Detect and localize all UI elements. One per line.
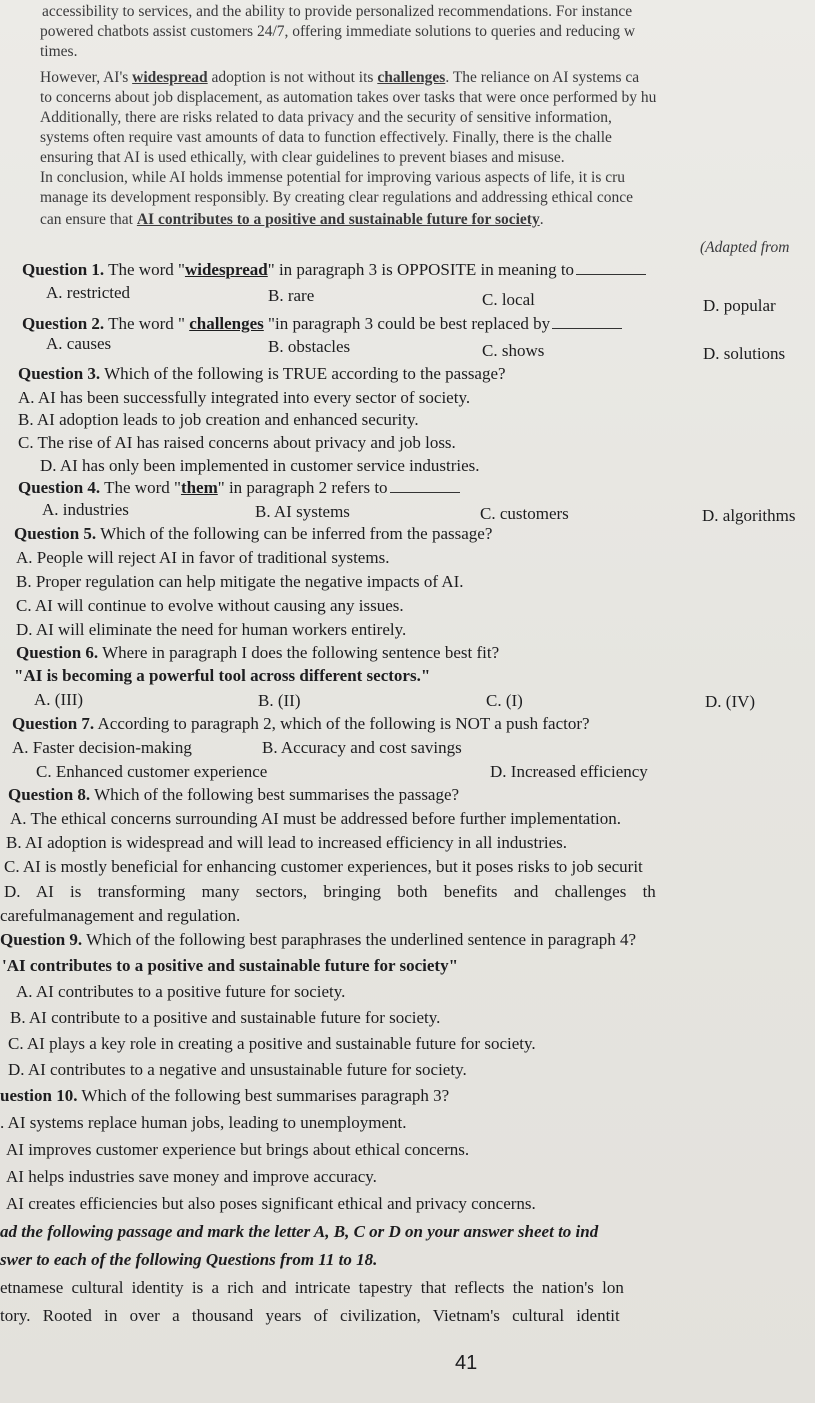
question-text: Which of the following best summarises paragraph 3? [77, 1086, 450, 1105]
option-a: A. industries [42, 500, 129, 519]
question-word: widespread [184, 260, 268, 279]
section-instructions: ad the following passage and mark the letter A, B, C or D on your answer sheet to ind [0, 1222, 599, 1241]
underlined-word: challenges [377, 69, 446, 86]
question-text: " in paragraph 3 is OPPOSITE in meaning to [267, 260, 575, 279]
option-d: D. (IV) [705, 692, 756, 711]
option-d: D. AI contributes to a negative and unsustainable future for society. [8, 1060, 467, 1079]
passage-line: times. [40, 43, 78, 60]
option-d: D. AI has only been implemented in customer service industries. [40, 456, 480, 475]
option-d: D. Increased efficiency [490, 762, 648, 781]
passage-text: . The reliance on AI systems ca [445, 69, 640, 86]
question-number: uestion 10. [0, 1086, 78, 1105]
passage-line: to concerns about job displacement, as automation takes over tasks that were once performed by hu [40, 89, 657, 106]
next-passage-line: etnamese cultural identity is a rich and intricate tapestry that reflects the nation's lon [0, 1278, 624, 1297]
option-c: C. (I) [486, 691, 523, 710]
section-instructions: swer to each of the following Questions from 11 to 18. [0, 1250, 378, 1269]
option-b: B. obstacles [268, 337, 351, 356]
source-note: (Adapted from [700, 239, 790, 256]
option-d: AI creates efficiencies but also poses significant ethical and privacy concerns. [6, 1194, 536, 1213]
passage-line: powered chatbots assist customers 24/7, offering immediate solutions to queries and reducing w [40, 23, 636, 40]
question-word: them [180, 478, 218, 497]
passage-line: manage its development responsibly. By creating clear regulations and addressing ethical conce [40, 189, 633, 206]
question-text: The word " [100, 478, 181, 497]
option-a: A. AI has been successfully integrated into every sector of society. [18, 388, 471, 407]
option-a: A. restricted [46, 283, 131, 302]
passage-line: accessibility to services, and the ability to provide personalized recommendations. For instance [42, 3, 633, 20]
option-d: D. AI is transforming many sectors, bringing both benefits and challenges th [4, 882, 656, 901]
question-text: Where in paragraph I does the following sentence best fit? [98, 643, 500, 662]
question-text: The word " [104, 260, 185, 279]
question-quote: 'AI contributes to a positive and sustainable future for society" [2, 956, 459, 975]
option-d: D. AI will eliminate the need for human workers entirely. [16, 620, 407, 639]
option-b: B. AI adoption leads to job creation and enhanced security. [18, 410, 419, 429]
option-b: B. Proper regulation can help mitigate the negative impacts of AI. [16, 572, 464, 591]
option-b: B. rare [268, 286, 315, 305]
option-b: B. AI contribute to a positive and sustainable future for society. [10, 1008, 441, 1027]
option-b: B. (II) [258, 691, 301, 710]
passage-text: can ensure that [40, 211, 137, 228]
question-10 [0, 1086, 449, 1106]
option-a: A. (III) [34, 690, 84, 709]
question-text: Which of the following can be inferred from the passage? [96, 524, 493, 543]
passage-line: systems often require vast amounts of data to function effectively. Finally, there is the challe [40, 129, 612, 146]
question-7 [12, 714, 590, 734]
question-text: Which of the following best summarises the passage? [90, 785, 460, 804]
question-1 [22, 260, 646, 280]
answer-blank [390, 478, 460, 493]
question-text: The word " [104, 314, 190, 333]
question-text: According to paragraph 2, which of the following is NOT a push factor? [94, 714, 590, 733]
question-text: " in paragraph 2 refers to [217, 478, 388, 497]
question-8 [8, 785, 459, 805]
question-word: challenges [189, 314, 264, 333]
option-c: C. customers [480, 504, 569, 523]
underlined-sentence: AI contributes to a positive and sustainable future for society [136, 211, 540, 228]
question-2 [22, 314, 622, 334]
question-number: Question 5. [14, 524, 97, 543]
option-c: C. AI plays a key role in creating a positive and sustainable future for society. [8, 1034, 536, 1053]
option-c: AI helps industries save money and improve accuracy. [6, 1167, 377, 1186]
next-passage-line: tory. Rooted in over a thousand years of civilization, Vietnam's cultural identit [0, 1306, 620, 1325]
question-number: Question 8. [8, 785, 91, 804]
question-4 [18, 478, 460, 498]
question-text: "in paragraph 3 could be best replaced by [263, 314, 551, 333]
question-6 [16, 643, 499, 663]
passage-line [40, 210, 544, 230]
question-number: Question 7. [12, 714, 95, 733]
option-c: C. AI will continue to evolve without causing any issues. [16, 596, 404, 615]
question-5 [14, 524, 492, 544]
underlined-word: widespread [132, 69, 208, 86]
option-c: C. Enhanced customer experience [36, 762, 268, 781]
question-number: Question 4. [18, 478, 101, 497]
option-b: B. Accuracy and cost savings [262, 738, 462, 757]
passage-line: ensuring that AI is used ethically, with clear guidelines to prevent biases and misuse. [40, 149, 565, 166]
question-9 [0, 930, 636, 950]
option-a: . AI systems replace human jobs, leading to unemployment. [0, 1113, 407, 1132]
question-number: Question 3. [18, 364, 101, 383]
option-b: AI improves customer experience but brings about ethical concerns. [6, 1140, 470, 1159]
option-a: A. People will reject AI in favor of traditional systems. [16, 548, 390, 567]
passage-line [40, 68, 639, 88]
option-d: D. solutions [703, 344, 786, 363]
passage-text: . [539, 211, 544, 228]
question-number: Question 2. [22, 314, 105, 333]
option-b: B. AI adoption is widespread and will lead to increased efficiency in all industries. [6, 833, 568, 852]
question-3 [18, 364, 506, 384]
passage-line: Additionally, there are risks related to data privacy and the security of sensitive information, [40, 109, 612, 126]
question-quote: "AI is becoming a powerful tool across different sectors." [14, 666, 431, 685]
option-c: C. AI is mostly beneficial for enhancing customer experiences, but it poses risks to job securit [4, 857, 643, 876]
question-text: Which of the following is TRUE according to the passage? [100, 364, 506, 383]
option-d: D. algorithms [702, 506, 796, 525]
option-d: D. popular [703, 296, 776, 315]
question-number: Question 1. [22, 260, 105, 279]
option-b: B. AI systems [255, 502, 350, 521]
option-c: C. shows [482, 341, 545, 360]
passage-text: However, AI's [40, 69, 133, 86]
option-c: C. local [482, 290, 535, 309]
question-number: Question 9. [0, 930, 83, 949]
question-text: Which of the following best paraphrases the underlined sentence in paragraph 4? [82, 930, 637, 949]
option-a: A. The ethical concerns surrounding AI must be addressed before further implementation. [10, 809, 622, 828]
option-d-continued: carefulmanagement and regulation. [0, 906, 241, 925]
page-number: 41 [455, 1352, 478, 1374]
option-a: A. AI contributes to a positive future for society. [16, 982, 346, 1001]
option-c: C. The rise of AI has raised concerns about privacy and job loss. [18, 433, 456, 452]
question-number: Question 6. [16, 643, 99, 662]
passage-text: adoption is not without its [207, 69, 378, 86]
passage-line: In conclusion, while AI holds immense potential for improving various aspects of life, it is cru [40, 169, 626, 186]
answer-blank [552, 314, 622, 329]
answer-blank [576, 260, 646, 275]
option-a: A. causes [46, 334, 112, 353]
option-a: A. Faster decision-making [12, 738, 192, 757]
